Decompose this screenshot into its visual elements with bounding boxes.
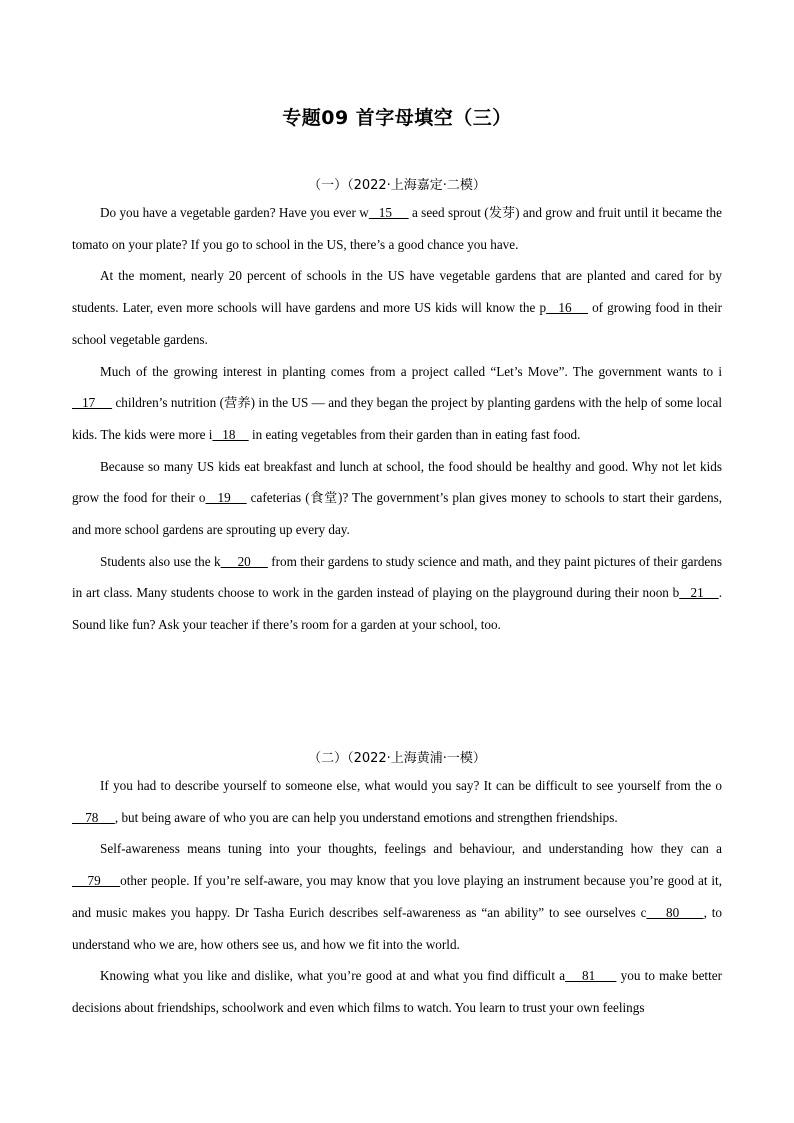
blank-number: 16: [546, 300, 588, 316]
passage-section: [72, 175, 722, 641]
paragraph-text: Knowing what you like and dislike, what you’re good at and what you find difficult a: [100, 968, 566, 984]
passage-body: [72, 197, 722, 641]
blank-number: 78: [72, 809, 115, 825]
blank-number: 79: [72, 873, 121, 889]
blank-number: 19: [205, 490, 247, 506]
paragraph-text: If you had to describe yourself to someone else, what would you say? It can be difficult to see yourself from the o: [100, 778, 722, 793]
section-heading: （一）（2022·上海嘉定·二模）: [308, 178, 486, 193]
paragraph-text: Do you have a vegetable garden? Have you ever w: [100, 205, 369, 220]
blank-number: 18: [212, 426, 249, 442]
paragraph-text: Because so many US kids eat breakfast and lunch at school, the food should be healthy and good. Why not let kids grow the food for their o: [72, 458, 722, 506]
paragraph-text: in eating vegetables from their garden than in eating fast food.: [248, 426, 581, 442]
paragraph-text: a seed sprout (发芽) and grow and fruit until it became the tomato on your plate? If you go to school in the US, there’s a good chance you have.: [72, 205, 723, 252]
paragraph-text: you to make better decisions about friendships, schoolwork and even which films to watch. You learn to trust your own feelings: [72, 968, 722, 1015]
paragraph: [72, 833, 722, 960]
passage-section: [72, 748, 722, 1024]
paragraph: [72, 260, 722, 355]
paragraph-text: , to understand who we are, how others see us, and how we fit into the world.: [72, 904, 723, 952]
blank-number: 17: [72, 395, 113, 411]
section-heading: （二）（2022·上海黄浦·一模）: [308, 751, 486, 766]
page-title: 专题09 首字母填空（三）: [282, 107, 512, 129]
paragraph-text: cafeterias (食堂)? The government’s plan gives money to schools to start their gardens, and more school gardens are sprouting up every day.: [72, 490, 723, 538]
paragraph-text: . Sound like fun? Ask your teacher if there’s room for a garden at your school, too.: [72, 585, 722, 633]
paragraph-text: of growing food in their school vegetable gardens.: [72, 300, 722, 347]
paragraph: [72, 451, 722, 546]
paragraph-text: , but being aware of who you are can help you understand emotions and strengthen friendships.: [114, 809, 618, 825]
paragraph-text: from their gardens to study science and math, and they paint pictures of their gardens in art class. Many students choose to work in the garden instead of playing on the playground during their noon b: [72, 553, 723, 601]
blank-number: 80: [646, 904, 704, 920]
paragraph: [72, 770, 722, 833]
paragraph-text: Much of the growing interest in planting comes from a project called “Let’s Move”. The government wants to i: [100, 363, 722, 379]
paragraph-text: other people. If you’re self-aware, you may know that you love playing an instrument because you’re good at it, and music makes you happy. Dr Tasha Eurich describes self-awareness as “an ability” to see ourselves c: [72, 873, 722, 920]
blank-number: 81: [565, 968, 617, 984]
blank-number: 15: [368, 205, 409, 220]
paragraph: [72, 356, 722, 451]
paragraph-text: Students also use the k: [100, 553, 221, 569]
passage-body: [72, 770, 722, 1024]
paragraph: [72, 197, 722, 260]
paragraph-text: Self-awareness means tuning into your thoughts, feelings and behaviour, and understanding how they can a: [100, 841, 722, 857]
paragraph: [72, 960, 722, 1023]
blank-number: 21: [679, 585, 719, 601]
paragraph: [72, 546, 722, 641]
paragraph-text: children’s nutrition (营养) in the US — and they began the project by planting gardens with the help of some local kids. The kids were more i: [72, 395, 722, 442]
blank-number: 20: [220, 553, 268, 569]
paragraph-text: At the moment, nearly 20 percent of schools in the US have vegetable gardens that are planted and cared for by students. Later, even more schools will have gardens and more US kids will know the p: [72, 268, 722, 316]
